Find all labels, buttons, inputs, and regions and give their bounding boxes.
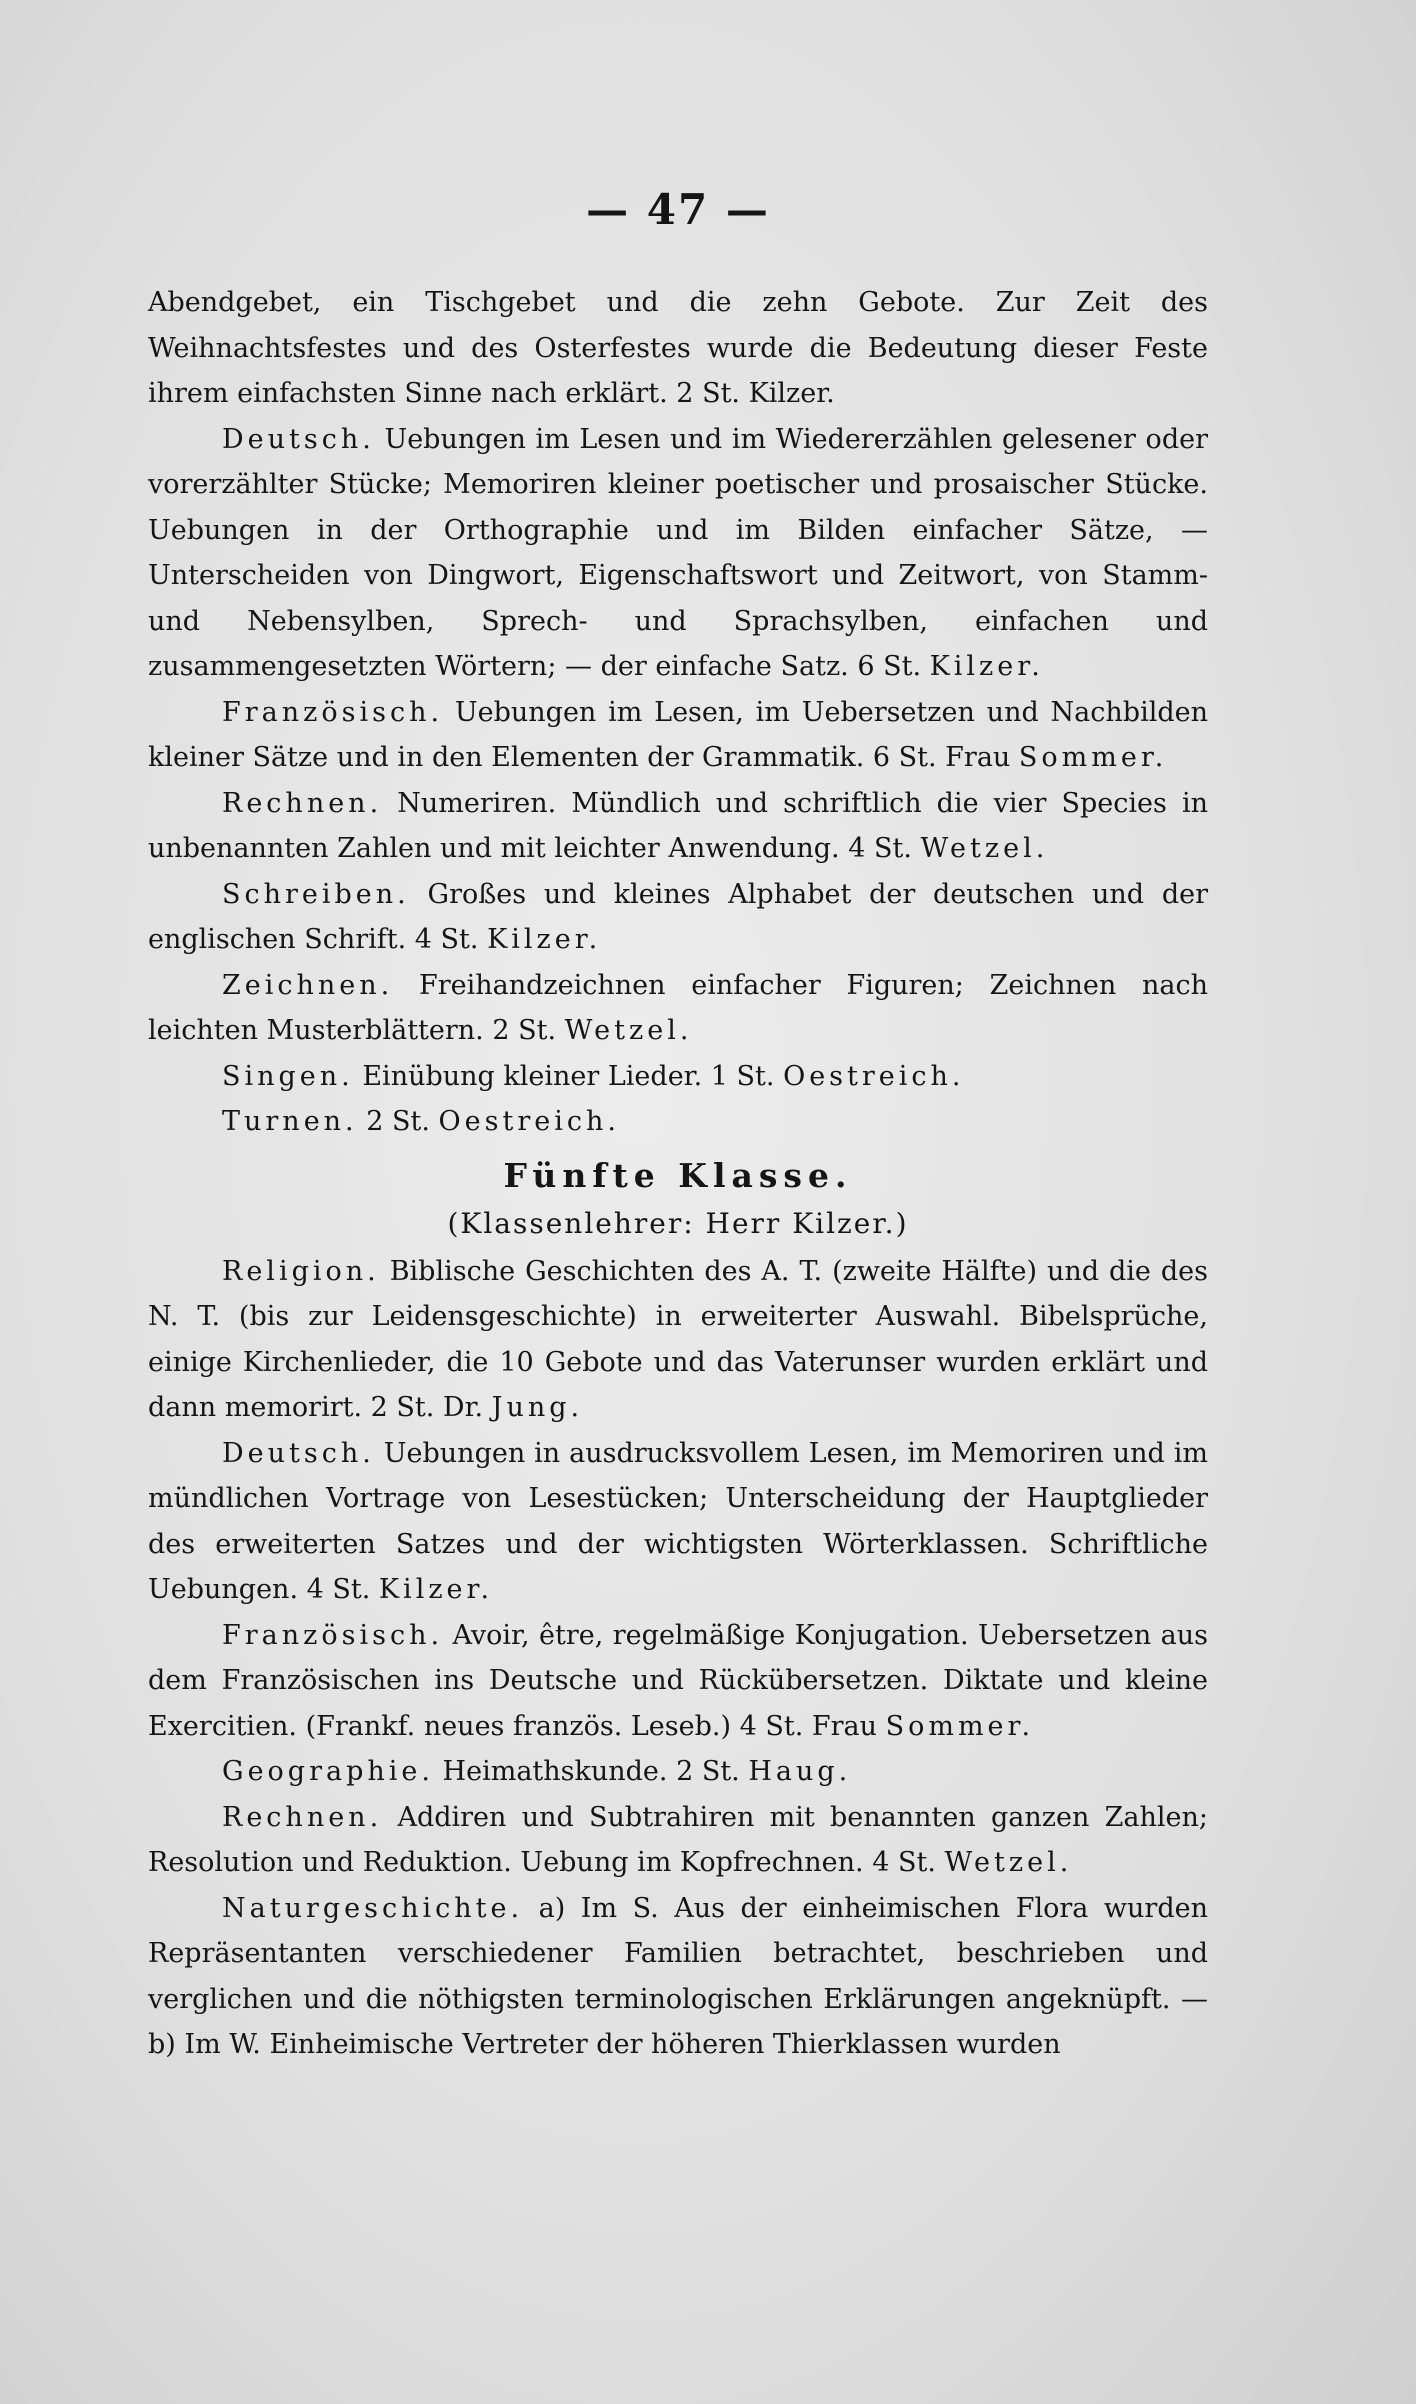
teacher-name: Oestreich. <box>438 1106 620 1137</box>
subject-name: Deutsch. <box>222 1437 375 1469</box>
subject-name: Turnen. <box>222 1106 358 1137</box>
section-subtitle: (Klassenlehrer: Herr Kilzer.) <box>447 1206 909 1240</box>
subject-paragraph <box>148 1431 1208 1613</box>
subject-name: Französisch. <box>222 1619 444 1651</box>
subject-name: Naturgeschichte. <box>222 1892 524 1924</box>
subject-text: Biblische Geschichten des A. T. (zweite Hälfte) und die des N. T. (bis zur Leidensgeschichte) in erweiterter Auswahl. Bibelsprüche, einige Kirchenlieder, die 10 Gebote und das Vaterunser wurden erklärt und dann memorirt. 2 St. Dr. <box>148 1255 1208 1423</box>
subject-paragraph <box>148 690 1208 781</box>
teacher-name: Wetzel. <box>944 1847 1073 1878</box>
page-text <box>148 185 1208 2068</box>
subject-name: Zeichnen. <box>222 969 394 1001</box>
subject-paragraph <box>148 781 1208 872</box>
subject-text: Numeriren. Mündlich und schriftlich die vier Species in unbenannten Zahlen und mit leichter Anwendung. 4 St. <box>148 787 1208 864</box>
teacher-name: Haug. <box>748 1756 852 1787</box>
subject-paragraph <box>148 1613 1208 1750</box>
subject-name: Geographie. <box>222 1756 434 1787</box>
subject-name: Schreiben. <box>222 878 410 910</box>
teacher-name: Kilzer. <box>487 924 602 955</box>
teacher-name: Kilzer. <box>929 651 1044 682</box>
subject-paragraph <box>148 1886 1208 2068</box>
subject-name: Religion. <box>222 1255 380 1287</box>
teacher-name: Wetzel. <box>920 833 1049 864</box>
subject-text: Großes und kleines Alphabet der deutschen und der englischen Schrift. 4 St. <box>148 878 1208 955</box>
subject-paragraph <box>148 1099 1208 1145</box>
subject-paragraph <box>148 1749 1208 1795</box>
teacher-name: Jung. <box>491 1392 584 1423</box>
subject-paragraph <box>148 872 1208 963</box>
subject-paragraph <box>148 417 1208 690</box>
teacher-name: Oestreich. <box>783 1060 965 1092</box>
subject-name: Rechnen. <box>222 787 383 819</box>
paragraphs-a <box>148 417 1208 1145</box>
subject-text: a) Im S. Aus der einheimischen Flora wurden Repräsentanten verschiedener Familien betrachtet, beschrieben und verglichen und die nöthigsten terminologischen Erklärungen angeknüpft. — b) Im W. Einheimische Vertreter der höheren Thierklassen wurden <box>148 1892 1208 2060</box>
subject-text: Uebungen im Lesen, im Uebersetzen und Nachbilden kleiner Sätze und in den Elementen der Grammatik. 6 St. Frau <box>148 696 1208 773</box>
subject-text: Einübung kleiner Lieder. 1 St. <box>353 1060 784 1092</box>
continuation-paragraph: Abendgebet, ein Tischgebet und die zehn Gebote. Zur Zeit des Weihnachtsfestes und des Osterfestes wurde die Bedeutung dieser Feste ihrem einfachsten Sinne nach erklärt. 2 St. Kilzer. <box>148 287 1208 409</box>
subject-paragraph <box>148 1249 1208 1431</box>
subject-paragraph <box>148 1795 1208 1886</box>
page-number: — 47 — <box>586 185 770 234</box>
subject-name: Französisch. <box>222 696 444 728</box>
subject-text: 2 St. <box>357 1106 439 1137</box>
section-title: Fünfte Klasse. <box>503 1155 853 1195</box>
subject-text: Uebungen im Lesen und im Wiedererzählen gelesener oder vorerzählter Stücke; Memoriren kleiner poetischer und prosaischer Stücke. Uebungen in der Orthographie und im Bilden einfacher Sätze, — Unterscheiden von Dingwort, Eigenschaftswort und Zeitwort, von Stamm- und Nebensylben, Sprech- und Sprachsylben, einfachen und zusammengesetzten Wörtern; — der einfache Satz. 6 St. <box>148 423 1208 682</box>
paragraphs-b <box>148 1249 1208 2068</box>
subject-paragraph <box>148 1054 1208 1100</box>
teacher-name: Sommer. <box>1018 742 1168 773</box>
subject-text: Heimathskunde. 2 St. <box>433 1756 749 1787</box>
teacher-name: Sommer. <box>885 1710 1035 1742</box>
subject-text: Avoir, être, regelmäßige Konjugation. Uebersetzen aus dem Französischen ins Deutsche und Rückübersetzen. Diktate und kleine Exercitien. (Frankf. neues französ. Leseb.) 4 St. Frau <box>148 1619 1208 1742</box>
teacher-name: Kilzer. <box>378 1574 494 1605</box>
subject-text: Uebungen in ausdrucksvollem Lesen, im Memoriren und im mündlichen Vortrage von Lesestücken; Unterscheidung der Hauptglieder des erweiterten Satzes und der wichtigsten Wörterklassen. Schriftliche Uebungen. 4 St. <box>148 1437 1208 1605</box>
subject-name: Deutsch. <box>222 423 375 455</box>
subject-text: Addiren und Subtrahiren mit benannten ganzen Zahlen; Resolution und Reduktion. Uebung im Kopfrechnen. 4 St. <box>148 1801 1208 1878</box>
subject-text: Freihandzeichnen einfacher Figuren; Zeichnen nach leichten Musterblättern. 2 St. <box>148 969 1208 1046</box>
subject-name: Singen. <box>222 1060 354 1092</box>
subject-paragraph <box>148 963 1208 1054</box>
subject-name: Rechnen. <box>222 1801 383 1833</box>
teacher-name: Wetzel. <box>564 1015 693 1046</box>
